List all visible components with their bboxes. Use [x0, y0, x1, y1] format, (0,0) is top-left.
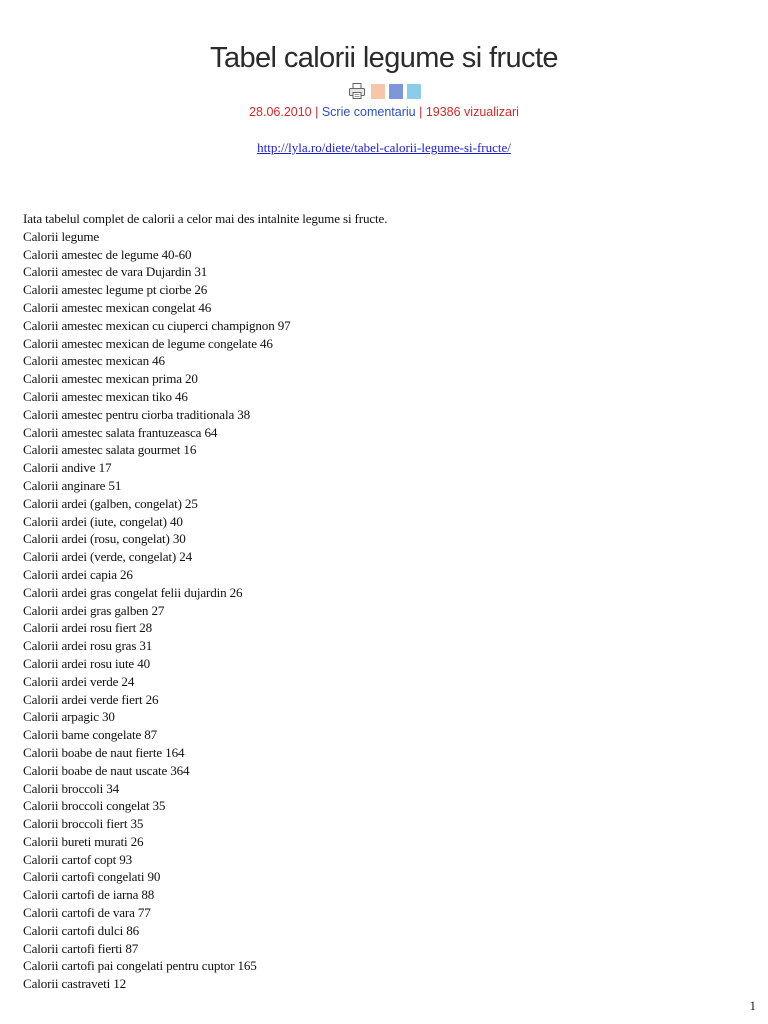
list-item: Calorii ardei verde fiert 26 [23, 691, 159, 707]
calorie-list [23, 228, 743, 993]
list-item: Calorii cartofi pai congelati pentru cuptor 165 [23, 958, 257, 974]
list-item: Calorii amestec salata gourmet 16 [23, 442, 197, 458]
list-item: Calorii boabe de naut uscate 364 [23, 762, 190, 778]
list-item: Calorii cartofi de iarna 88 [23, 887, 155, 903]
list-item: Calorii bame congelate 87 [23, 727, 158, 743]
list-item: Calorii amestec mexican congelat 46 [23, 299, 212, 315]
comment-link[interactable]: Scrie comentariu [321, 105, 416, 119]
page-title: Tabel calorii legume si fructe [210, 42, 558, 74]
list-item: Calorii amestec mexican prima 20 [23, 371, 198, 387]
list-item: Calorii ardei rosu fiert 28 [23, 620, 153, 636]
list-item: Calorii cartofi de vara 77 [23, 905, 151, 921]
list-item: Calorii boabe de naut fierte 164 [23, 744, 185, 760]
list-item: Calorii amestec pentru ciorba traditionala 38 [23, 406, 251, 422]
share-toolbar [0, 82, 768, 100]
list-item: Calorii ardei gras congelat felii dujardin 26 [23, 584, 243, 600]
list-item: Calorii cartof copt 93 [23, 851, 133, 867]
list-item: Calorii ardei (verde, congelat) 24 [23, 549, 193, 565]
printer-icon[interactable] [348, 82, 366, 100]
post-meta [0, 105, 768, 119]
list-item: Calorii castraveti 12 [23, 976, 127, 992]
list-item: Calorii broccoli 34 [23, 780, 120, 796]
list-item: Calorii amestec mexican 46 [23, 353, 165, 369]
article-body [23, 210, 743, 993]
list-item: Calorii ardei verde 24 [23, 673, 135, 689]
share-square-blue-icon[interactable] [389, 84, 403, 99]
list-item: Calorii arpagic 30 [23, 709, 115, 725]
intro-text: Iata tabelul complet de calorii a celor mai des intalnite legume si fructe. [23, 211, 388, 226]
list-item: Calorii andive 17 [23, 460, 112, 476]
list-item: Calorii broccoli congelat 35 [23, 798, 166, 814]
list-item: Calorii ardei gras galben 27 [23, 602, 165, 618]
list-item: Calorii cartofi dulci 86 [23, 922, 140, 938]
list-item: Calorii amestec salata frantuzeasca 64 [23, 424, 218, 440]
list-item: Calorii broccoli fiert 35 [23, 816, 144, 832]
list-item: Calorii bureti murati 26 [23, 833, 144, 849]
list-item: Calorii ardei (iute, congelat) 40 [23, 513, 183, 529]
list-item: Calorii cartofi congelati 90 [23, 869, 161, 885]
share-square-peach-icon[interactable] [371, 84, 385, 99]
list-item: Calorii amestec legume pt ciorbe 26 [23, 282, 208, 298]
view-count: 19386 vizualizari [425, 105, 519, 119]
list-item: Calorii ardei rosu iute 40 [23, 655, 151, 671]
source-url-link[interactable]: http://lyla.ro/diete/tabel-calorii-legume-si-fructe/ [257, 140, 511, 155]
source-url [0, 140, 768, 156]
list-item: Calorii amestec mexican de legume congelate 46 [23, 335, 273, 351]
list-item: Calorii ardei (rosu, congelat) 30 [23, 531, 186, 547]
list-item: Calorii amestec mexican cu ciuperci champignon 97 [23, 317, 291, 333]
meta-separator: | [311, 105, 322, 119]
page-number: 1 [749, 998, 756, 1013]
list-item: Calorii cartofi fierti 87 [23, 940, 139, 956]
list-item: Calorii amestec mexican tiko 46 [23, 388, 188, 404]
meta-separator: | [415, 105, 426, 119]
list-item: Calorii ardei capia 26 [23, 566, 133, 582]
list-item: Calorii ardei (galben, congelat) 25 [23, 495, 198, 511]
list-item: Calorii amestec de legume 40-60 [23, 246, 192, 262]
share-square-lightblue-icon[interactable] [407, 84, 421, 99]
post-date: 28.06.2010 [249, 105, 312, 119]
list-item: Calorii amestec de vara Dujardin 31 [23, 264, 208, 280]
list-item: Calorii legume [23, 228, 100, 244]
list-item: Calorii anginare 51 [23, 477, 122, 493]
list-item: Calorii ardei rosu gras 31 [23, 638, 153, 654]
